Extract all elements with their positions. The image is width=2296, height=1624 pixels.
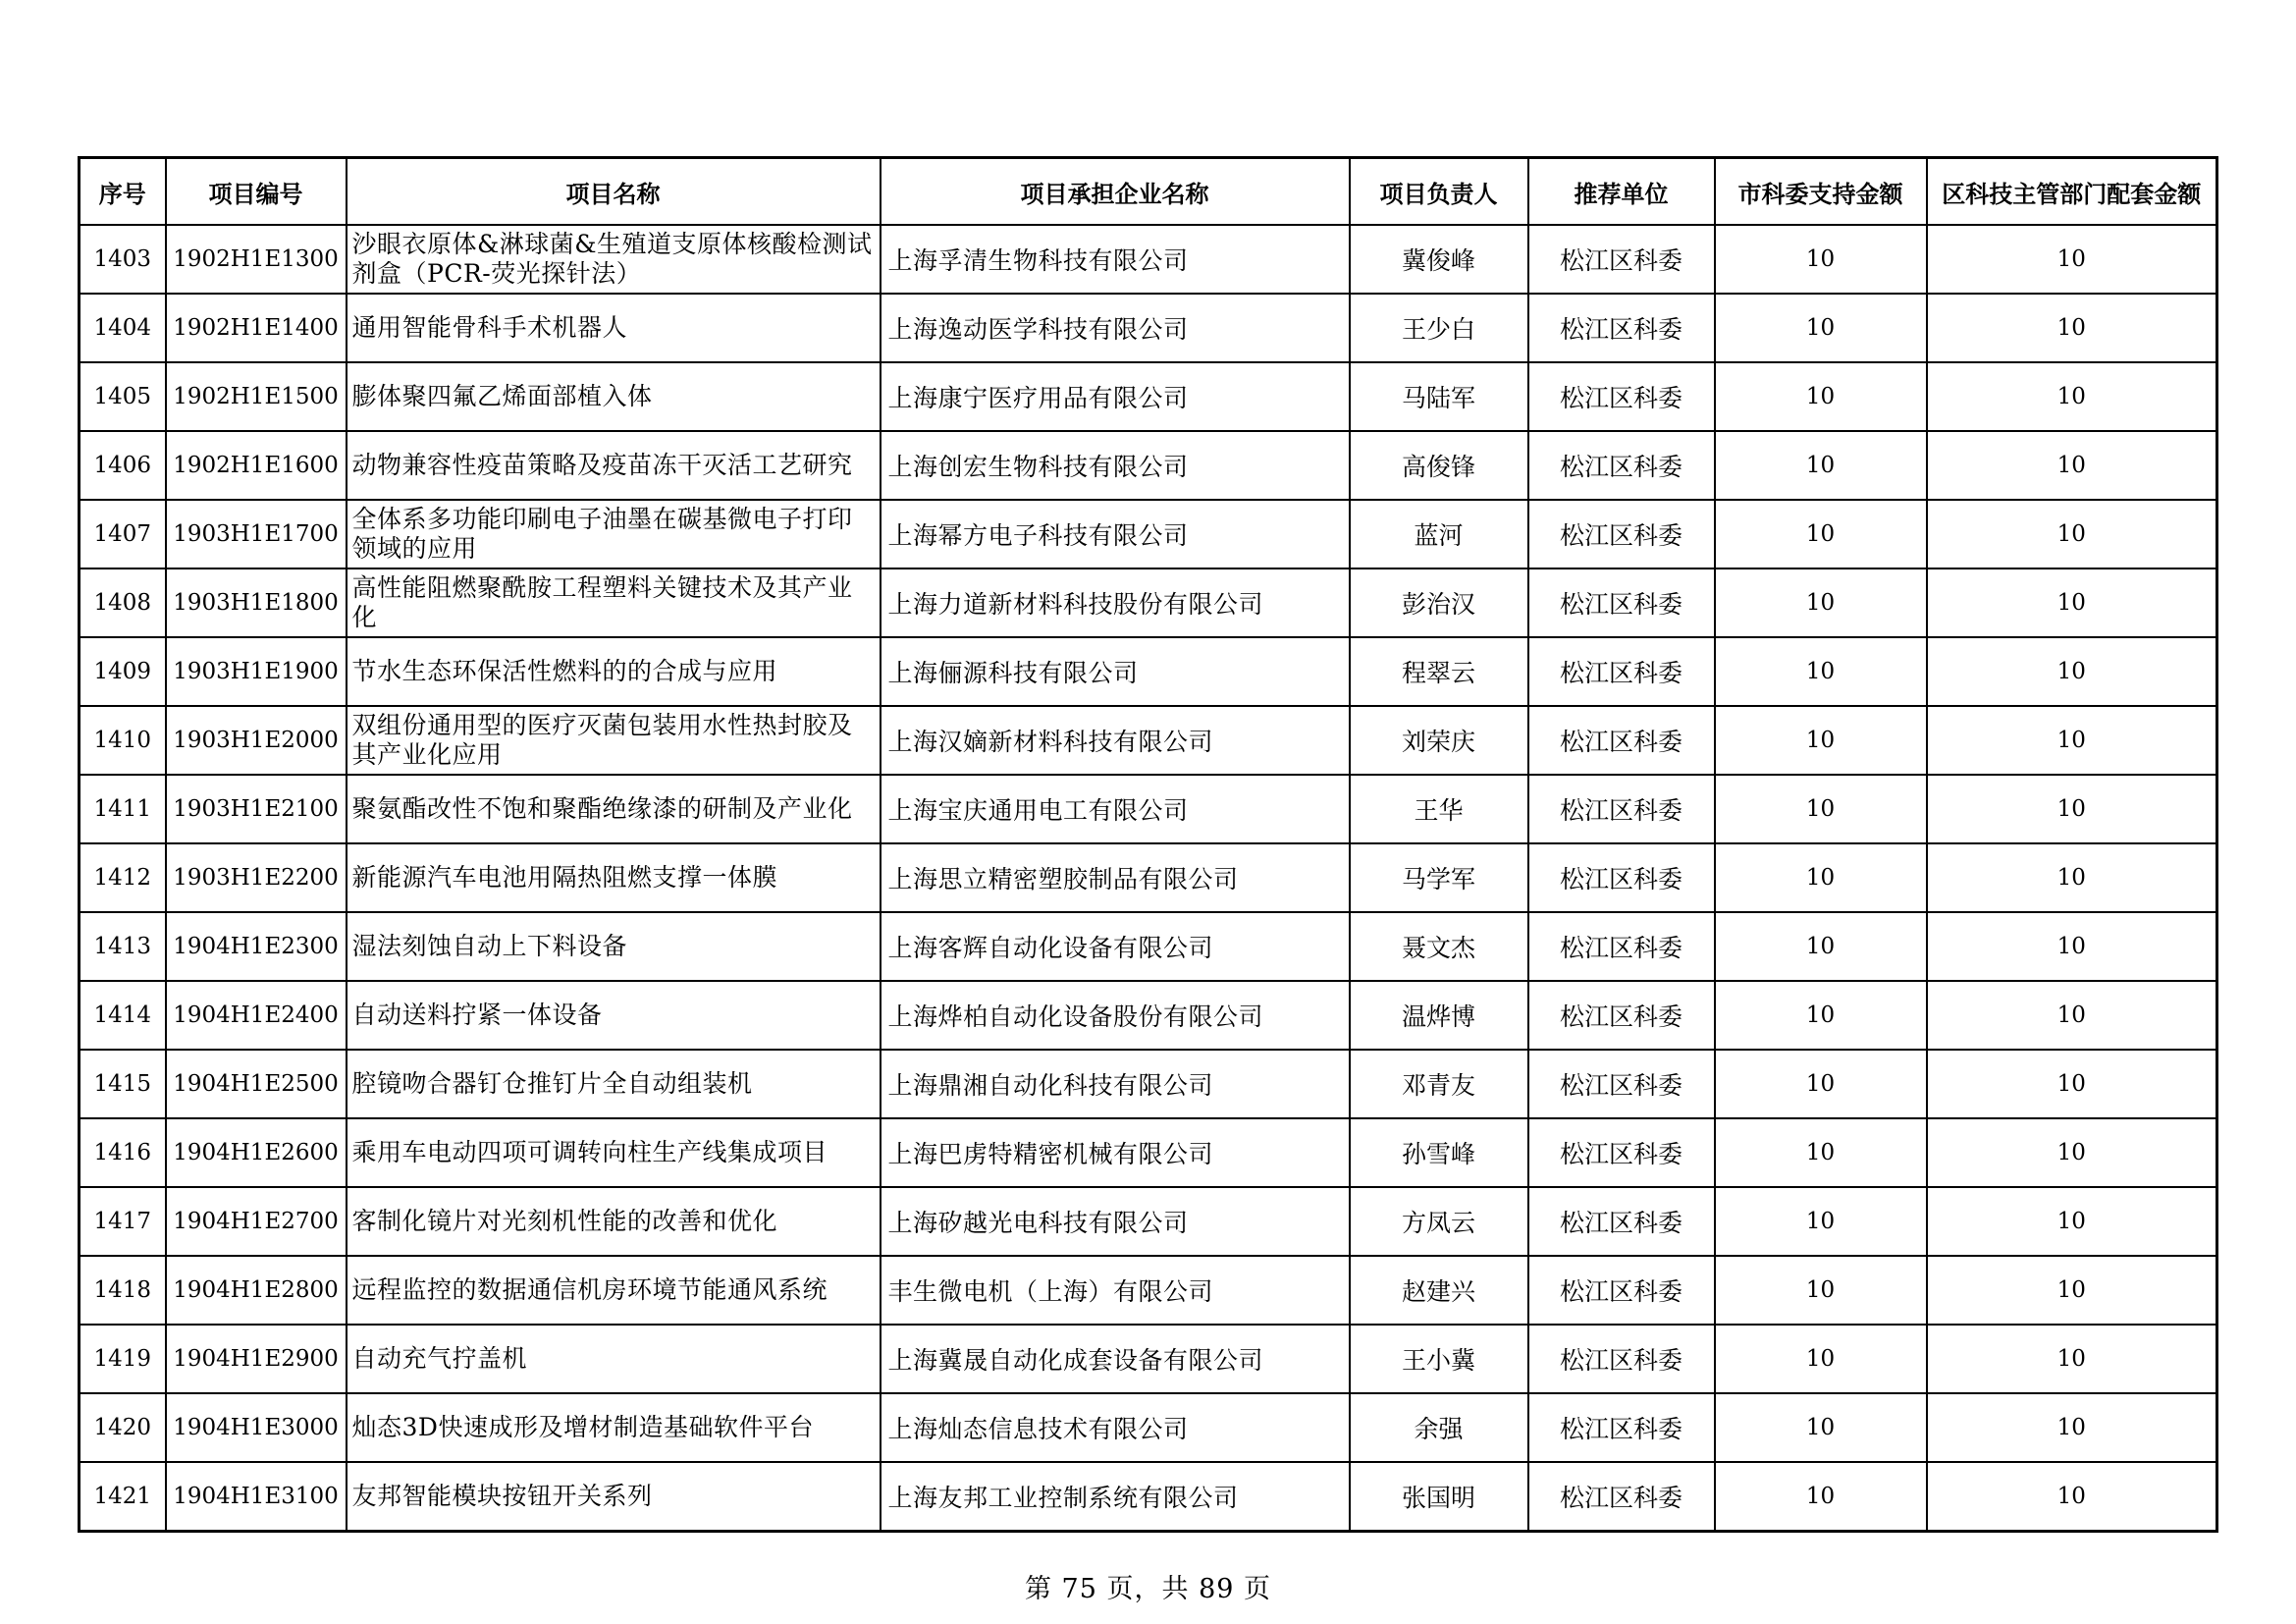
cell-unit: 松江区科委 [1528,431,1715,500]
cell-code: 1903H1E2100 [166,775,347,843]
table-header-row [80,158,2217,226]
cell-seq: 1418 [80,1256,166,1325]
cell-company: 上海逸动医学科技有限公司 [881,294,1350,362]
cell-person: 马陆军 [1350,362,1528,431]
footer-total-pages: 89 [1199,1574,1235,1604]
cell-city-amount: 10 [1715,1393,1927,1462]
cell-company: 上海思立精密塑胶制品有限公司 [881,843,1350,912]
cell-code: 1904H1E2800 [166,1256,347,1325]
cell-code: 1904H1E2400 [166,981,347,1050]
header-city-amount: 市科委支持金额 [1715,158,1927,226]
cell-company: 上海汉嫡新材料科技有限公司 [881,706,1350,775]
cell-seq: 1416 [80,1118,166,1187]
cell-city-amount: 10 [1715,500,1927,568]
cell-code: 1904H1E2300 [166,912,347,981]
cell-seq: 1404 [80,294,166,362]
table-row [80,706,2217,775]
cell-person: 高俊锋 [1350,431,1528,500]
table-row [80,431,2217,500]
header-seq: 序号 [80,158,166,226]
cell-seq: 1408 [80,568,166,637]
cell-person: 聂文杰 [1350,912,1528,981]
cell-district-amount: 10 [1927,500,2217,568]
table-row [80,500,2217,568]
cell-city-amount: 10 [1715,294,1927,362]
cell-company: 上海冀晟自动化成套设备有限公司 [881,1325,1350,1393]
table-row [80,1325,2217,1393]
table-row [80,1393,2217,1462]
table-row [80,294,2217,362]
cell-district-amount: 10 [1927,1462,2217,1532]
cell-city-amount: 10 [1715,706,1927,775]
cell-project-name: 膨体聚四氟乙烯面部植入体 [347,362,881,431]
cell-project-name: 自动充气拧盖机 [347,1325,881,1393]
cell-code: 1903H1E1900 [166,637,347,706]
table-row [80,912,2217,981]
cell-seq: 1407 [80,500,166,568]
cell-company: 上海客辉自动化设备有限公司 [881,912,1350,981]
table-row [80,1462,2217,1532]
page-footer [0,1567,2296,1605]
cell-project-name: 全体系多功能印刷电子油墨在碳基微电子打印领域的应用 [347,500,881,568]
cell-person: 孙雪峰 [1350,1118,1528,1187]
cell-person: 彭治汉 [1350,568,1528,637]
cell-company: 上海宝庆通用电工有限公司 [881,775,1350,843]
cell-district-amount: 10 [1927,1325,2217,1393]
cell-district-amount: 10 [1927,1118,2217,1187]
cell-code: 1904H1E3100 [166,1462,347,1532]
cell-unit: 松江区科委 [1528,500,1715,568]
cell-unit: 松江区科委 [1528,981,1715,1050]
cell-unit: 松江区科委 [1528,1050,1715,1118]
cell-seq: 1420 [80,1393,166,1462]
cell-project-name: 腔镜吻合器钉仓推钉片全自动组装机 [347,1050,881,1118]
cell-seq: 1413 [80,912,166,981]
cell-city-amount: 10 [1715,1325,1927,1393]
cell-project-name: 友邦智能模块按钮开关系列 [347,1462,881,1532]
cell-person: 邓青友 [1350,1050,1528,1118]
cell-company: 上海灿态信息技术有限公司 [881,1393,1350,1462]
cell-district-amount: 10 [1927,225,2217,294]
cell-project-name: 聚氨酯改性不饱和聚酯绝缘漆的研制及产业化 [347,775,881,843]
cell-district-amount: 10 [1927,981,2217,1050]
cell-city-amount: 10 [1715,775,1927,843]
cell-code: 1903H1E2000 [166,706,347,775]
footer-middle: 页，共 [1106,1574,1190,1604]
cell-project-name: 沙眼衣原体&淋球菌&生殖道支原体核酸检测试剂盒（PCR-荧光探针法） [347,225,881,294]
cell-city-amount: 10 [1715,1256,1927,1325]
cell-person: 王华 [1350,775,1528,843]
cell-district-amount: 10 [1927,1393,2217,1462]
table-row [80,843,2217,912]
cell-seq: 1403 [80,225,166,294]
cell-district-amount: 10 [1927,1050,2217,1118]
cell-unit: 松江区科委 [1528,1118,1715,1187]
cell-seq: 1419 [80,1325,166,1393]
cell-project-name: 乘用车电动四项可调转向柱生产线集成项目 [347,1118,881,1187]
cell-project-name: 高性能阻燃聚酰胺工程塑料关键技术及其产业化 [347,568,881,637]
cell-project-name: 新能源汽车电池用隔热阻燃支撑一体膜 [347,843,881,912]
cell-code: 1903H1E1700 [166,500,347,568]
header-district-amount: 区科技主管部门配套金额 [1927,158,2217,226]
cell-city-amount: 10 [1715,637,1927,706]
cell-code: 1904H1E2500 [166,1050,347,1118]
cell-code: 1904H1E2700 [166,1187,347,1256]
cell-company: 上海康宁医疗用品有限公司 [881,362,1350,431]
cell-unit: 松江区科委 [1528,568,1715,637]
table-row [80,1256,2217,1325]
cell-person: 马学军 [1350,843,1528,912]
table-row [80,1118,2217,1187]
cell-unit: 松江区科委 [1528,637,1715,706]
cell-project-name: 自动送料拧紧一体设备 [347,981,881,1050]
cell-person: 蓝河 [1350,500,1528,568]
table-row [80,637,2217,706]
cell-project-name: 动物兼容性疫苗策略及疫苗冻干灭活工艺研究 [347,431,881,500]
cell-person: 方凤云 [1350,1187,1528,1256]
cell-district-amount: 10 [1927,431,2217,500]
cell-city-amount: 10 [1715,1118,1927,1187]
cell-district-amount: 10 [1927,1256,2217,1325]
cell-district-amount: 10 [1927,775,2217,843]
cell-person: 刘荣庆 [1350,706,1528,775]
cell-code: 1904H1E2600 [166,1118,347,1187]
cell-unit: 松江区科委 [1528,912,1715,981]
cell-city-amount: 10 [1715,568,1927,637]
cell-unit: 松江区科委 [1528,225,1715,294]
cell-project-name: 湿法刻蚀自动上下料设备 [347,912,881,981]
project-table [78,156,2218,1533]
cell-company: 上海巴虏特精密机械有限公司 [881,1118,1350,1187]
cell-person: 余强 [1350,1393,1528,1462]
cell-seq: 1417 [80,1187,166,1256]
cell-unit: 松江区科委 [1528,294,1715,362]
cell-company: 上海烨柏自动化设备股份有限公司 [881,981,1350,1050]
cell-code: 1902H1E1500 [166,362,347,431]
cell-unit: 松江区科委 [1528,1256,1715,1325]
header-company: 项目承担企业名称 [881,158,1350,226]
cell-seq: 1415 [80,1050,166,1118]
cell-unit: 松江区科委 [1528,706,1715,775]
cell-person: 冀俊峰 [1350,225,1528,294]
cell-company: 上海幂方电子科技有限公司 [881,500,1350,568]
cell-district-amount: 10 [1927,912,2217,981]
table-row [80,1187,2217,1256]
cell-seq: 1414 [80,981,166,1050]
header-person: 项目负责人 [1350,158,1528,226]
cell-city-amount: 10 [1715,1050,1927,1118]
table-row [80,1050,2217,1118]
cell-seq: 1409 [80,637,166,706]
cell-city-amount: 10 [1715,362,1927,431]
cell-seq: 1411 [80,775,166,843]
cell-code: 1903H1E2200 [166,843,347,912]
cell-person: 王少白 [1350,294,1528,362]
cell-company: 上海鼎湘自动化科技有限公司 [881,1050,1350,1118]
cell-company: 上海友邦工业控制系统有限公司 [881,1462,1350,1532]
cell-company: 上海俪源科技有限公司 [881,637,1350,706]
cell-city-amount: 10 [1715,843,1927,912]
cell-person: 赵建兴 [1350,1256,1528,1325]
cell-project-name: 双组份通用型的医疗灭菌包装用水性热封胶及其产业化应用 [347,706,881,775]
cell-person: 温烨博 [1350,981,1528,1050]
cell-district-amount: 10 [1927,294,2217,362]
cell-unit: 松江区科委 [1528,362,1715,431]
cell-code: 1902H1E1400 [166,294,347,362]
cell-district-amount: 10 [1927,362,2217,431]
cell-person: 程翠云 [1350,637,1528,706]
cell-company: 丰生微电机（上海）有限公司 [881,1256,1350,1325]
cell-code: 1902H1E1300 [166,225,347,294]
cell-code: 1902H1E1600 [166,431,347,500]
cell-person: 王小冀 [1350,1325,1528,1393]
cell-project-name: 节水生态环保活性燃料的的合成与应用 [347,637,881,706]
cell-city-amount: 10 [1715,431,1927,500]
cell-project-name: 灿态3D快速成形及增材制造基础软件平台 [347,1393,881,1462]
cell-district-amount: 10 [1927,637,2217,706]
cell-person: 张国明 [1350,1462,1528,1532]
cell-seq: 1406 [80,431,166,500]
cell-project-name: 通用智能骨科手术机器人 [347,294,881,362]
cell-city-amount: 10 [1715,912,1927,981]
footer-current-page: 75 [1061,1574,1097,1604]
cell-city-amount: 10 [1715,1462,1927,1532]
table-row [80,225,2217,294]
cell-seq: 1421 [80,1462,166,1532]
cell-project-name: 远程监控的数据通信机房环境节能通风系统 [347,1256,881,1325]
cell-district-amount: 10 [1927,1187,2217,1256]
cell-city-amount: 10 [1715,981,1927,1050]
table-row [80,568,2217,637]
cell-unit: 松江区科委 [1528,1393,1715,1462]
table-body [80,225,2217,1532]
cell-district-amount: 10 [1927,706,2217,775]
cell-company: 上海矽越光电科技有限公司 [881,1187,1350,1256]
cell-company: 上海力道新材料科技股份有限公司 [881,568,1350,637]
cell-unit: 松江区科委 [1528,843,1715,912]
footer-prefix: 第 [1024,1574,1052,1604]
cell-project-name: 客制化镜片对光刻机性能的改善和优化 [347,1187,881,1256]
cell-company: 上海孚清生物科技有限公司 [881,225,1350,294]
cell-company: 上海创宏生物科技有限公司 [881,431,1350,500]
cell-unit: 松江区科委 [1528,775,1715,843]
cell-district-amount: 10 [1927,568,2217,637]
cell-seq: 1410 [80,706,166,775]
cell-unit: 松江区科委 [1528,1462,1715,1532]
cell-district-amount: 10 [1927,843,2217,912]
footer-suffix: 页 [1244,1574,1272,1604]
header-unit: 推荐单位 [1528,158,1715,226]
table-row [80,775,2217,843]
table-row [80,981,2217,1050]
cell-seq: 1412 [80,843,166,912]
cell-seq: 1405 [80,362,166,431]
cell-city-amount: 10 [1715,1187,1927,1256]
header-project-name: 项目名称 [347,158,881,226]
table-row [80,362,2217,431]
cell-city-amount: 10 [1715,225,1927,294]
header-code: 项目编号 [166,158,347,226]
cell-code: 1903H1E1800 [166,568,347,637]
cell-code: 1904H1E2900 [166,1325,347,1393]
cell-unit: 松江区科委 [1528,1187,1715,1256]
cell-code: 1904H1E3000 [166,1393,347,1462]
cell-unit: 松江区科委 [1528,1325,1715,1393]
